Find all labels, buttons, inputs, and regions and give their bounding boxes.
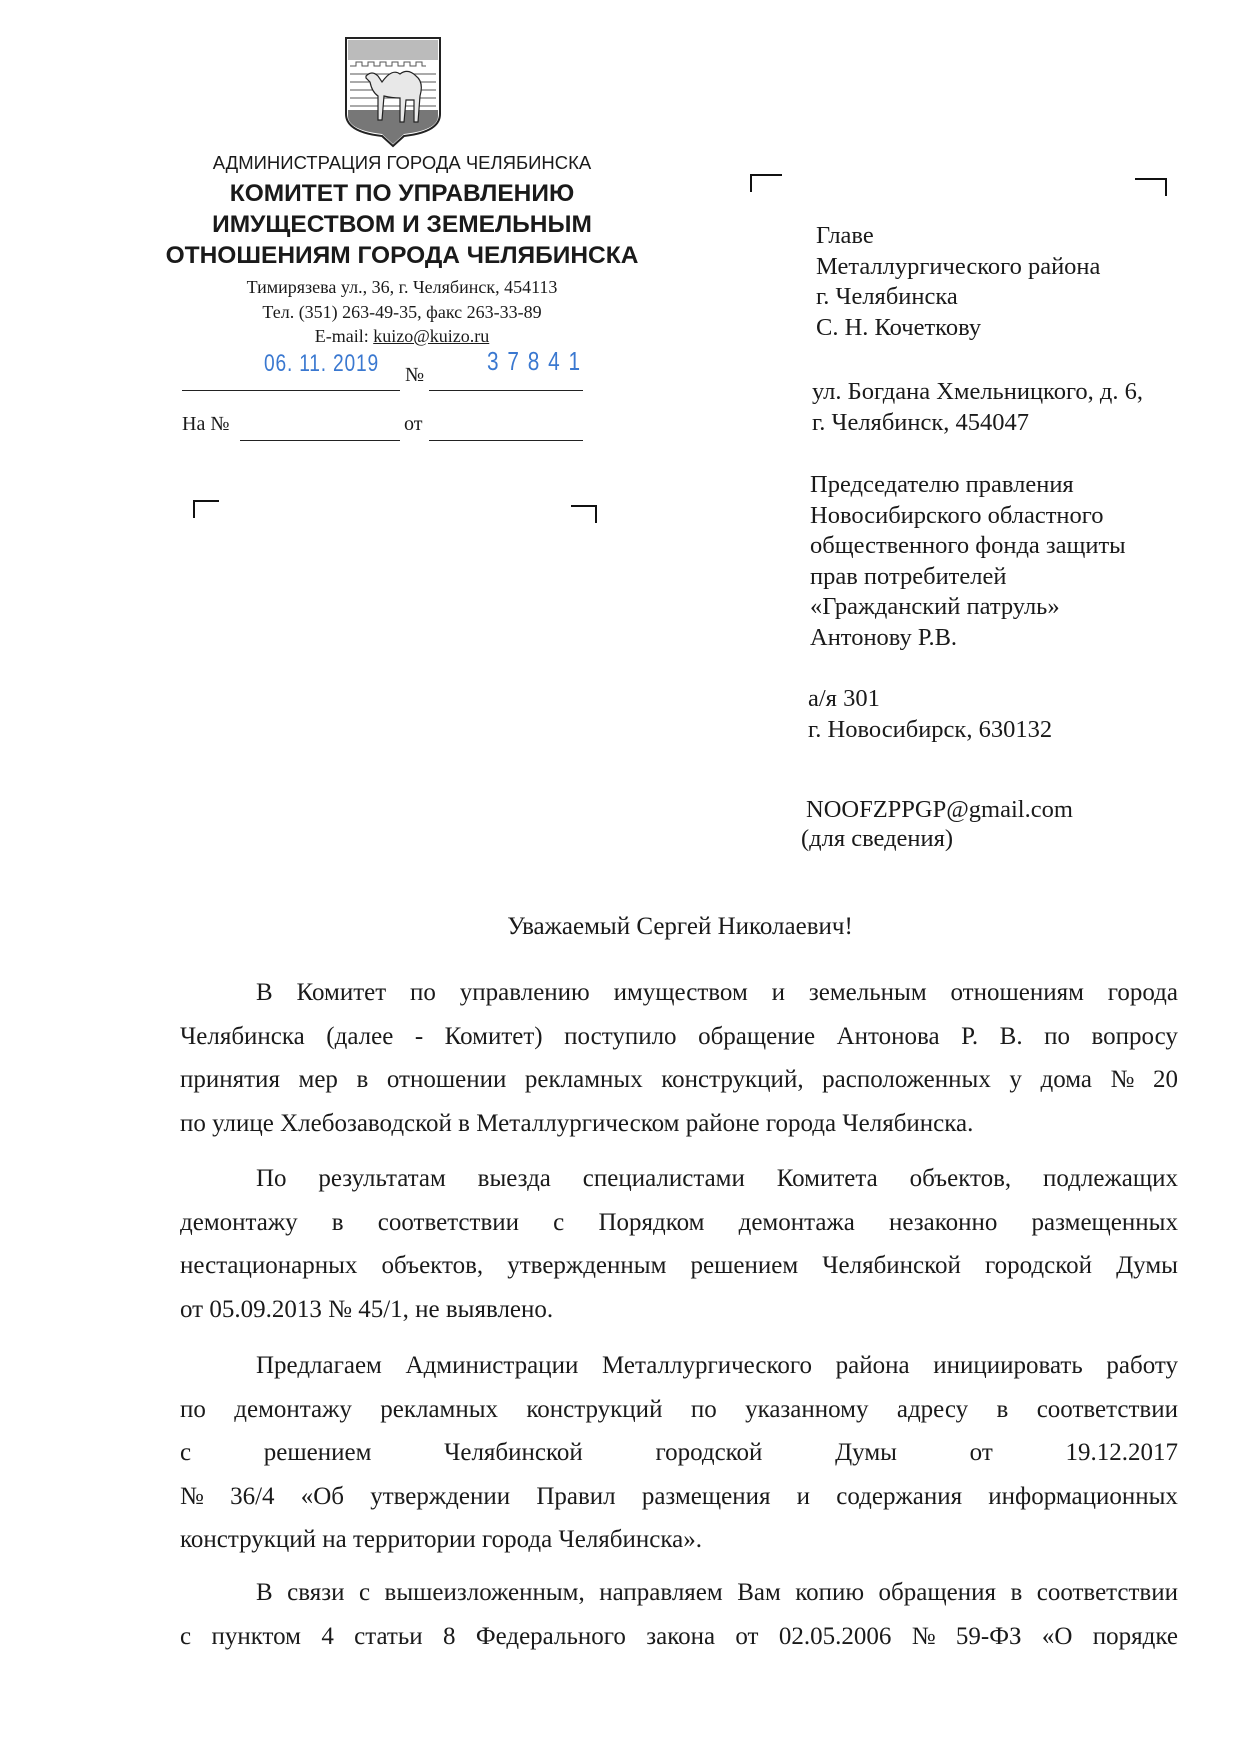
word: и xyxy=(796,1482,811,1510)
word: указанному xyxy=(745,1395,869,1423)
corner-mark xyxy=(750,174,782,192)
word: Челябинской xyxy=(444,1439,583,1466)
address-line: а/я 301 xyxy=(808,685,880,712)
word: В xyxy=(256,979,273,1006)
recipient-line: прав потребителей xyxy=(810,562,1007,590)
word: по xyxy=(690,1395,717,1423)
word: статьи xyxy=(354,1622,423,1650)
word: специалистами xyxy=(582,1165,745,1192)
word: утвержденным xyxy=(507,1252,667,1279)
recipient-line: Антонову Р.В. xyxy=(810,623,958,651)
recipient-line: Главе xyxy=(816,222,874,249)
word: 36/4 xyxy=(230,1482,275,1510)
word: По xyxy=(256,1165,287,1192)
corner-mark xyxy=(1135,178,1167,196)
email-link[interactable]: kuizo@kuizo.ru xyxy=(373,326,490,346)
email-label: E-mail: xyxy=(314,326,369,346)
paragraph-3-line xyxy=(180,1396,1178,1424)
paragraph-4-line xyxy=(180,1579,1178,1607)
committee-line: ОТНОШЕНИЯМ ГОРОДА ЧЕЛЯБИНСКА xyxy=(165,242,639,269)
word: у xyxy=(1009,1066,1022,1093)
committee-name xyxy=(140,178,664,271)
word: вышеизложенным, xyxy=(384,1579,585,1606)
word: подлежащих xyxy=(1043,1165,1178,1192)
committee-line: КОМИТЕТ ПО УПРАВЛЕНИЮ xyxy=(229,180,575,207)
word: в xyxy=(356,1066,369,1093)
word: решением xyxy=(263,1439,372,1466)
word: от xyxy=(735,1622,759,1650)
word: рекламных xyxy=(524,1066,643,1093)
word: города xyxy=(1107,979,1178,1006)
word: 8 xyxy=(442,1622,456,1650)
word: Думы xyxy=(835,1439,897,1466)
word: и xyxy=(771,979,786,1006)
from-label: от xyxy=(404,413,423,435)
paragraph-3-line: конструкций на территории города Челябинска». xyxy=(180,1526,702,1553)
recipient-2-address xyxy=(808,684,1052,745)
word: по xyxy=(1044,1022,1071,1050)
word: Вам xyxy=(737,1579,781,1606)
number-underline xyxy=(429,390,583,391)
word: расположенных xyxy=(822,1066,991,1093)
word: управлению xyxy=(459,979,590,1006)
word: нестационарных xyxy=(180,1252,358,1279)
number-label: № xyxy=(405,364,425,386)
word: с xyxy=(180,1622,192,1650)
word: размещения xyxy=(641,1482,771,1510)
sender-contacts xyxy=(150,275,654,349)
sender-email-row xyxy=(150,324,654,349)
recipient-2 xyxy=(810,470,1126,653)
reply-to-label: На № xyxy=(182,413,230,435)
address-line: г. Новосибирск, 630132 xyxy=(808,715,1053,743)
paragraph-1-line: по улице Хлебозаводской в Металлургическом районе города Челябинска. xyxy=(180,1109,974,1137)
word: инициировать xyxy=(933,1352,1083,1379)
recipient-line: г. Челябинска xyxy=(816,283,958,310)
paragraph-3-line xyxy=(180,1352,1178,1380)
paragraph-2-line: от 05.09.2013 № 45/1, не выявлено. xyxy=(180,1295,554,1323)
paragraph-1-line xyxy=(180,979,1178,1007)
word: утверждении xyxy=(370,1482,511,1510)
sender-phone: Тел. (351) 263-49-35, факс 263-33-89 xyxy=(262,301,542,322)
word: «Об xyxy=(300,1482,344,1510)
word: конструкций xyxy=(526,1395,663,1423)
word: по xyxy=(180,1395,206,1423)
word: поступило xyxy=(564,1022,677,1050)
word: закона xyxy=(646,1622,716,1650)
word: «О xyxy=(1041,1622,1073,1650)
paragraph-3-line xyxy=(180,1483,1178,1511)
word: В. xyxy=(999,1022,1023,1050)
word: с xyxy=(180,1439,192,1466)
address-line: г. Челябинск, 454047 xyxy=(812,408,1030,436)
date-underline xyxy=(182,390,400,391)
from-underline xyxy=(429,440,583,441)
committee-line: ИМУЩЕСТВОМ И ЗЕМЕЛЬНЫМ xyxy=(212,211,592,238)
word: - xyxy=(414,1022,424,1050)
recipient-line: «Гражданский патруль» xyxy=(810,593,1060,620)
word: размещенных xyxy=(1031,1208,1178,1236)
word: демонтажа xyxy=(738,1208,855,1236)
reply-number-underline xyxy=(240,440,400,441)
word: городской xyxy=(985,1252,1092,1279)
word: решением xyxy=(690,1252,799,1279)
word: Администрации xyxy=(405,1352,579,1379)
paragraph-2-line xyxy=(180,1165,1178,1193)
coat-of-arms-emblem xyxy=(344,36,442,148)
word: Челябинской xyxy=(822,1252,961,1279)
recipient-line: Металлургического района xyxy=(816,252,1101,280)
word: В xyxy=(256,1579,273,1606)
word: вопросу xyxy=(1091,1022,1178,1050)
salutation: Уважаемый Сергей Николаевич! xyxy=(507,913,853,940)
paragraph-4-line xyxy=(180,1623,1178,1651)
word: (далее xyxy=(326,1022,394,1050)
recipient-line: Новосибирского областного xyxy=(810,501,1104,529)
word: содержания xyxy=(836,1482,963,1510)
word: Металлургического xyxy=(601,1352,812,1379)
word: с xyxy=(553,1208,565,1236)
word: отношениям xyxy=(950,979,1084,1006)
word: пунктом xyxy=(211,1622,301,1650)
word: района xyxy=(835,1352,910,1379)
word: обращения xyxy=(878,1579,996,1606)
word: Комитет) xyxy=(444,1022,543,1050)
word: № xyxy=(911,1622,936,1650)
word: Антонова xyxy=(836,1022,940,1050)
recipient-1 xyxy=(816,221,1100,343)
word: 20 xyxy=(1152,1066,1178,1093)
word: принятия xyxy=(180,1066,280,1093)
recipient-line: С. Н. Кочеткову xyxy=(816,313,982,341)
word: объектов, xyxy=(909,1165,1012,1192)
word: имуществом xyxy=(613,979,748,1006)
sender-address: Тимирязева ул., 36, г. Челябинск, 454113 xyxy=(246,277,558,297)
for-information-note: (для сведения) xyxy=(801,825,954,852)
corner-mark xyxy=(193,500,219,518)
word: соответствии xyxy=(1036,1579,1178,1606)
recipient-2-email: NOOFZPPGP@gmail.com xyxy=(806,796,1073,823)
word: отношении xyxy=(386,1066,507,1093)
administration-name: АДМИНИСТРАЦИЯ ГОРОДА ЧЕЛЯБИНСКА xyxy=(212,152,592,173)
word: информационных xyxy=(988,1482,1178,1510)
word: 02.05.2006 xyxy=(778,1622,892,1650)
word: копию xyxy=(795,1579,865,1606)
paragraph-2-line xyxy=(180,1209,1178,1237)
recipient-line: общественного фонда защиты xyxy=(810,532,1126,559)
word: Правил xyxy=(536,1482,616,1510)
address-line: ул. Богдана Хмельницкого, д. 6, xyxy=(812,378,1143,405)
word: работу xyxy=(1106,1352,1178,1379)
word: связи xyxy=(287,1579,345,1606)
word: в xyxy=(1010,1579,1023,1606)
word: 4 xyxy=(321,1622,334,1650)
word: с xyxy=(358,1579,371,1606)
word: конструкций, xyxy=(661,1066,804,1093)
word: обращение xyxy=(698,1022,816,1050)
word: дома xyxy=(1040,1066,1092,1093)
paragraph-3-line xyxy=(180,1439,1178,1467)
paragraph-1-line xyxy=(180,1023,1178,1051)
word: земельным xyxy=(808,979,927,1006)
word: Комитет xyxy=(296,979,387,1006)
word: в xyxy=(331,1208,344,1236)
registration-date-stamp: 06. 11. 2019 xyxy=(264,350,379,377)
paragraph-2-line xyxy=(180,1252,1178,1280)
paragraph-1-line xyxy=(180,1066,1178,1094)
word: в xyxy=(996,1395,1009,1423)
word: городской xyxy=(655,1439,763,1466)
corner-mark xyxy=(571,505,597,523)
recipient-1-address xyxy=(812,377,1143,438)
word: от xyxy=(969,1439,993,1466)
word: Комитета xyxy=(776,1165,878,1192)
word: рекламных xyxy=(380,1395,499,1423)
word: Челябинска xyxy=(180,1022,305,1050)
word: по xyxy=(410,979,436,1006)
word: 59-ФЗ xyxy=(955,1622,1022,1650)
word: объектов, xyxy=(381,1252,484,1279)
word: адресу xyxy=(896,1395,969,1423)
recipient-line: Председателю правления xyxy=(810,471,1074,498)
word: 19.12.2017 xyxy=(1065,1439,1178,1466)
word: результатам xyxy=(318,1165,446,1192)
word: Предлагаем xyxy=(256,1352,382,1379)
word: Федерального xyxy=(475,1622,626,1650)
word: Р. xyxy=(961,1022,979,1050)
word: № xyxy=(1110,1066,1135,1093)
word: соответствии xyxy=(1036,1395,1178,1423)
word: незаконно xyxy=(888,1208,998,1236)
word: соответствии xyxy=(377,1208,520,1236)
word: № xyxy=(180,1482,204,1510)
word: демонтажу xyxy=(234,1395,352,1423)
registration-number-stamp: 37841 xyxy=(487,346,589,376)
word: Порядком xyxy=(598,1208,705,1236)
word: демонтажу xyxy=(180,1208,298,1236)
word: выезда xyxy=(477,1165,551,1192)
word: направляем xyxy=(599,1579,723,1606)
word: порядке xyxy=(1092,1622,1178,1650)
word: мер xyxy=(298,1066,338,1093)
word: Думы xyxy=(1116,1252,1178,1279)
